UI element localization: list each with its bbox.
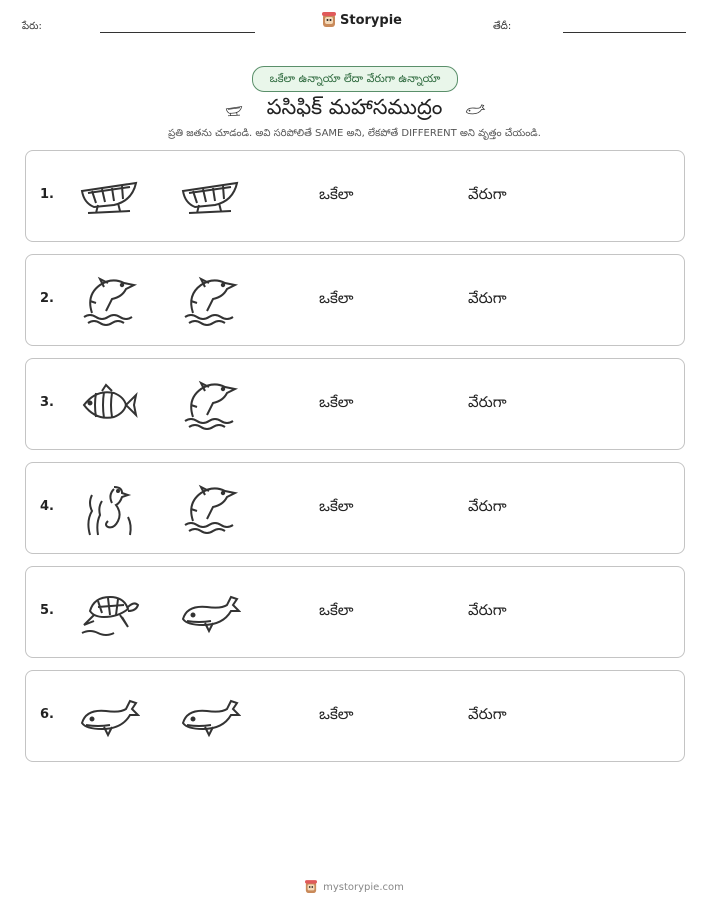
same-option[interactable]: ఒకేలా: [319, 601, 354, 619]
different-option[interactable]: వేరుగా: [468, 497, 507, 515]
brand-name: Storypie: [340, 12, 402, 28]
dolphin-icon: [179, 377, 241, 433]
same-option[interactable]: ఒకేలా: [319, 705, 354, 723]
question-number: 2.: [40, 291, 54, 306]
whale-icon: [78, 689, 140, 745]
different-option[interactable]: వేరుగా: [468, 289, 507, 307]
page-footer: [0, 880, 709, 894]
seahorse-icon: [78, 481, 140, 537]
name-line: [100, 32, 255, 33]
storypie-mascot-icon: [322, 12, 336, 28]
worksheet-header: [0, 0, 709, 44]
dolphin-icon: [78, 273, 140, 329]
brand-logo: [322, 12, 402, 28]
date-label: తేదీ:: [493, 21, 512, 32]
different-option[interactable]: వేరుగా: [468, 393, 507, 411]
question-row-6: [25, 670, 685, 762]
same-option[interactable]: ఒకేలా: [319, 393, 354, 411]
same-option[interactable]: ఒకేలా: [319, 185, 354, 203]
question-number: 4.: [40, 499, 54, 514]
footer-url[interactable]: mystorypie.com: [323, 881, 404, 893]
question-number: 1.: [40, 187, 54, 202]
dolphin-icon: [179, 273, 241, 329]
question-number: 6.: [40, 707, 54, 722]
different-option[interactable]: వేరుగా: [468, 185, 507, 203]
different-option[interactable]: వేరుగా: [468, 705, 507, 723]
question-row-5: [25, 566, 685, 658]
whale-icon: [179, 689, 241, 745]
question-row-2: [25, 254, 685, 346]
question-row-3: [25, 358, 685, 450]
canoe-icon: [179, 169, 241, 225]
date-line: [563, 32, 686, 33]
page-title: పసిఫిక్ మహాసముద్రం: [266, 95, 443, 119]
whale-icon: [458, 101, 492, 119]
canoe-icon: [78, 169, 140, 225]
dolphin-icon: [179, 481, 241, 537]
name-label: పేరు:: [22, 21, 42, 32]
same-option[interactable]: ఒకేలా: [319, 289, 354, 307]
instructions: ప్రతి జతను చూడండి. అవి సరిపోలితే SAME అని, లేకపోతే DIFFERENT అని వృత్తం చేయండి.: [168, 128, 541, 139]
question-number: 3.: [40, 395, 54, 410]
fish-icon: [78, 377, 140, 433]
different-option[interactable]: వేరుగా: [468, 601, 507, 619]
canoe-icon: [217, 102, 251, 118]
same-option[interactable]: ఒకేలా: [319, 497, 354, 515]
question-number: 5.: [40, 603, 54, 618]
whale-icon: [179, 585, 241, 641]
storypie-mascot-icon: [305, 880, 317, 894]
worksheet-type-badge: ఒకేలా ఉన్నాయా లేదా వేరుగా ఉన్నాయా: [252, 66, 458, 92]
title-row: [0, 92, 709, 124]
question-row-4: [25, 462, 685, 554]
question-row-1: [25, 150, 685, 242]
turtle-icon: [78, 585, 140, 641]
